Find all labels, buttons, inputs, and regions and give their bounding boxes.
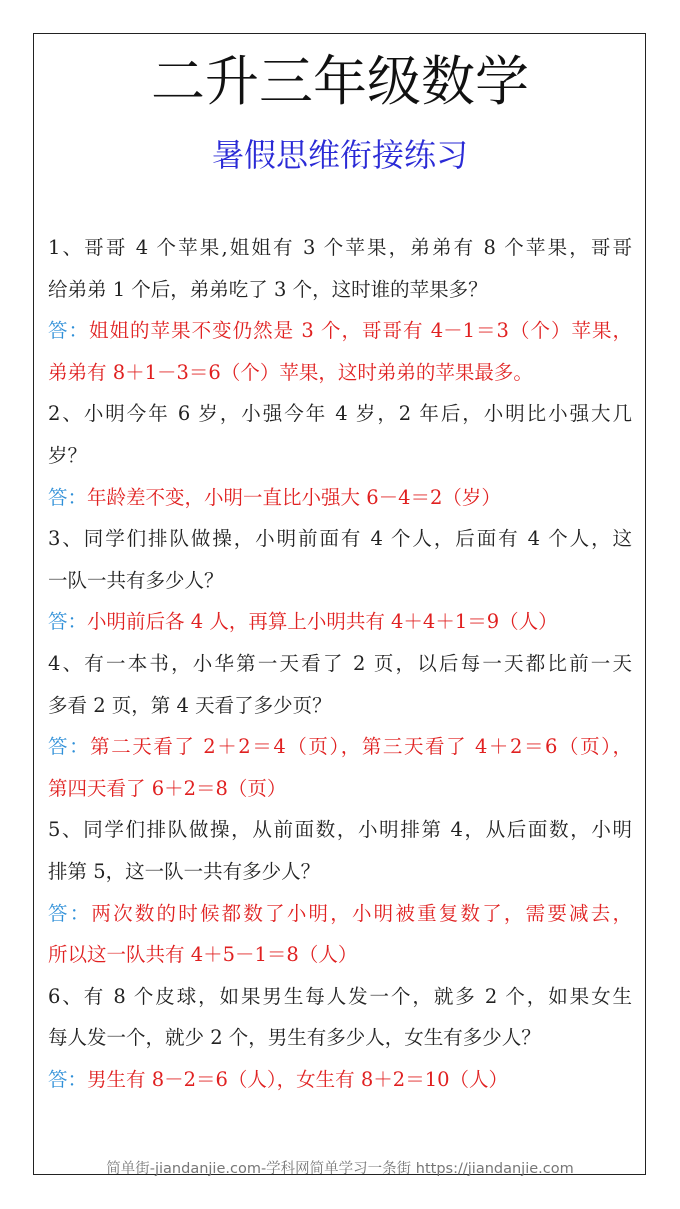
answer-label: 答： bbox=[48, 610, 88, 634]
question-line: 4、有一本书，小华第一天看了 2 页，以后每一天都比前一天 bbox=[48, 651, 632, 675]
answer-line bbox=[48, 726, 632, 768]
answer-line bbox=[48, 601, 632, 643]
question-block bbox=[48, 976, 632, 1101]
answer-text: 所以这一队共有 4＋5－1＝8（人） bbox=[48, 943, 358, 967]
answer-line bbox=[48, 893, 632, 935]
question-line: 排第 5，这一队一共有多少人？ bbox=[48, 859, 321, 883]
question-line: 给弟弟 1 个后，弟弟吃了 3 个，这时谁的苹果多？ bbox=[48, 277, 488, 301]
answer-text: 第二天看了 2＋2＝4（页），第三天看了 4＋2＝6（页）， bbox=[90, 735, 632, 759]
answer-text: 两次数的时候都数了小明，小明被重复数了，需要减去， bbox=[91, 901, 632, 925]
answer-line bbox=[48, 477, 632, 519]
answer-line bbox=[48, 768, 632, 810]
answer-text: 年龄差不变，小明一直比小强大 6－4＝2（岁） bbox=[87, 485, 501, 509]
answer-text: 小明前后各 4 人，再算上小明共有 4＋4＋1＝9（人） bbox=[87, 610, 558, 634]
answer-text: 弟弟有 8＋1－3＝6（个）苹果，这时弟弟的苹果最多。 bbox=[48, 360, 533, 384]
question-block bbox=[48, 643, 632, 809]
question-line: 每人发一个，就少 2 个，男生有多少人，女生有多少人？ bbox=[48, 1026, 541, 1050]
question-block bbox=[48, 809, 632, 975]
answer-text: 姐姐的苹果不变仍然是 3 个，哥哥有 4－1＝3（个）苹果， bbox=[89, 319, 632, 343]
footer-watermark: 简单街-jiandanjie.com-学科网简单学习一条街 https://jiandanjie.com bbox=[106, 1161, 574, 1177]
question-block bbox=[48, 393, 632, 518]
question-line: 6、有 8 个皮球，如果男生每人发一个，就多 2 个，如果女生 bbox=[48, 984, 632, 1008]
question-line: 岁？ bbox=[48, 443, 88, 467]
answer-label: 答： bbox=[48, 901, 92, 925]
answer-line bbox=[48, 352, 632, 394]
question-line: 多看 2 页，第 4 天看了多少页？ bbox=[48, 693, 332, 717]
questions-list bbox=[48, 227, 632, 1100]
question-line: 1、哥哥 4 个苹果,姐姐有 3 个苹果，弟弟有 8 个苹果，哥哥 bbox=[48, 236, 632, 259]
answer-text: 第四天看了 6＋2＝8（页） bbox=[48, 776, 287, 800]
answer-label: 答： bbox=[48, 1067, 88, 1091]
question-block bbox=[48, 227, 632, 393]
answer-label: 答： bbox=[48, 319, 90, 343]
question-line: 2、小明今年 6 岁，小强今年 4 岁，2 年后，小明比小强大几 bbox=[48, 402, 632, 426]
question-line: 3、同学们排队做操，小明前面有 4 个人，后面有 4 个人，这 bbox=[48, 527, 632, 551]
answer-line bbox=[48, 1059, 632, 1101]
answer-text: 男生有 8－2＝6（人），女生有 8＋2＝10（人） bbox=[87, 1067, 509, 1091]
page-subtitle: 暑假思维衔接练习 bbox=[211, 136, 468, 174]
answer-line bbox=[48, 310, 632, 352]
answer-line bbox=[48, 934, 632, 976]
question-block bbox=[48, 518, 632, 643]
answer-label: 答： bbox=[48, 485, 88, 509]
question-line: 一队一共有多少人？ bbox=[48, 568, 224, 592]
page-title: 二升三年级数学 bbox=[151, 50, 529, 113]
answer-label: 答： bbox=[48, 735, 91, 759]
question-line: 5、同学们排队做操，从前面数，小明排第 4，从后面数，小明 bbox=[48, 818, 632, 842]
